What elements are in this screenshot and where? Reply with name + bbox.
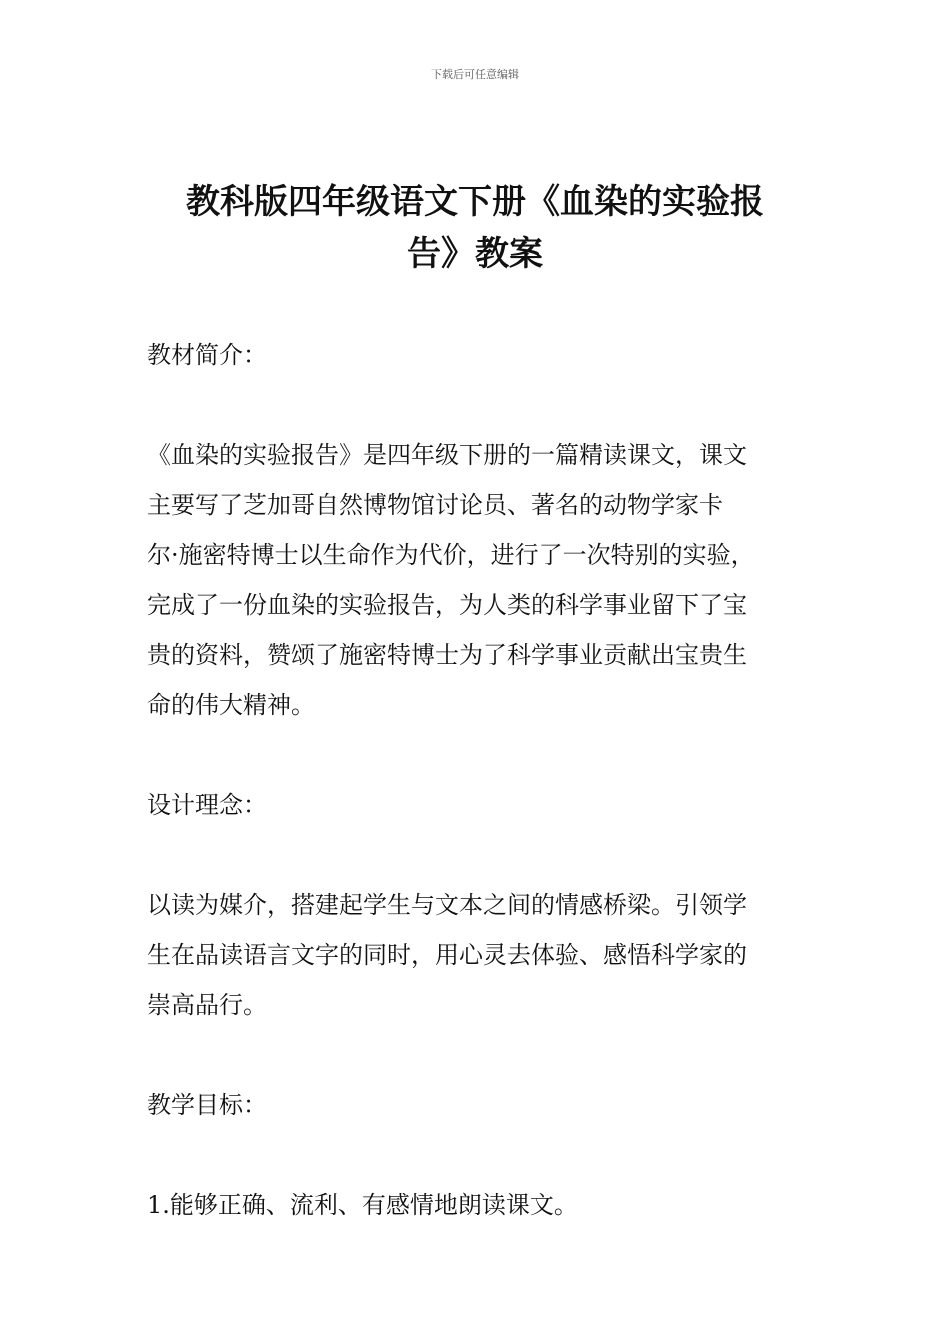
paragraph-line: 崇高品行。 [147, 991, 267, 1019]
paragraph-line: 贵的资料，赞颂了施密特博士为了科学事业贡献出宝贵生 [147, 641, 747, 669]
title-line-1: 教科版四年级语文下册《血染的实验报 [186, 182, 764, 222]
paragraph-line: 命的伟大精神。 [147, 691, 315, 719]
section-heading-intro: 教材简介： [147, 341, 267, 369]
paragraph-line: 以读为媒介，搭建起学生与文本之间的情感桥梁。引领学 [147, 891, 747, 919]
header-note: 下载后可任意编辑 [431, 68, 519, 81]
title-line-2: 告》教案 [407, 234, 543, 274]
paragraph-line: 《血染的实验报告》是四年级下册的一篇精读课文，课文 [147, 441, 747, 469]
paragraph-line: 生在品读语言文字的同时，用心灵去体验、感悟科学家的 [147, 941, 747, 969]
paragraph-line: 主要写了芝加哥自然博物馆讨论员、著名的动物学家卡 [147, 491, 723, 519]
section-paragraph-intro [147, 430, 837, 730]
section-paragraph-goals [147, 1180, 837, 1230]
section-heading-goals: 教学目标： [147, 1091, 267, 1119]
section-heading-design: 设计理念： [147, 791, 267, 819]
document-body [147, 330, 837, 1230]
list-item: 1.能够正确、流利、有感情地朗读课文。 [147, 1191, 578, 1219]
section-paragraph-design [147, 880, 837, 1030]
paragraph-line: 尔·施密特博士以生命作为代价，进行了一次特别的实验， [147, 541, 755, 569]
document-title [150, 176, 800, 280]
paragraph-line: 完成了一份血染的实验报告，为人类的科学事业留下了宝 [147, 591, 747, 619]
